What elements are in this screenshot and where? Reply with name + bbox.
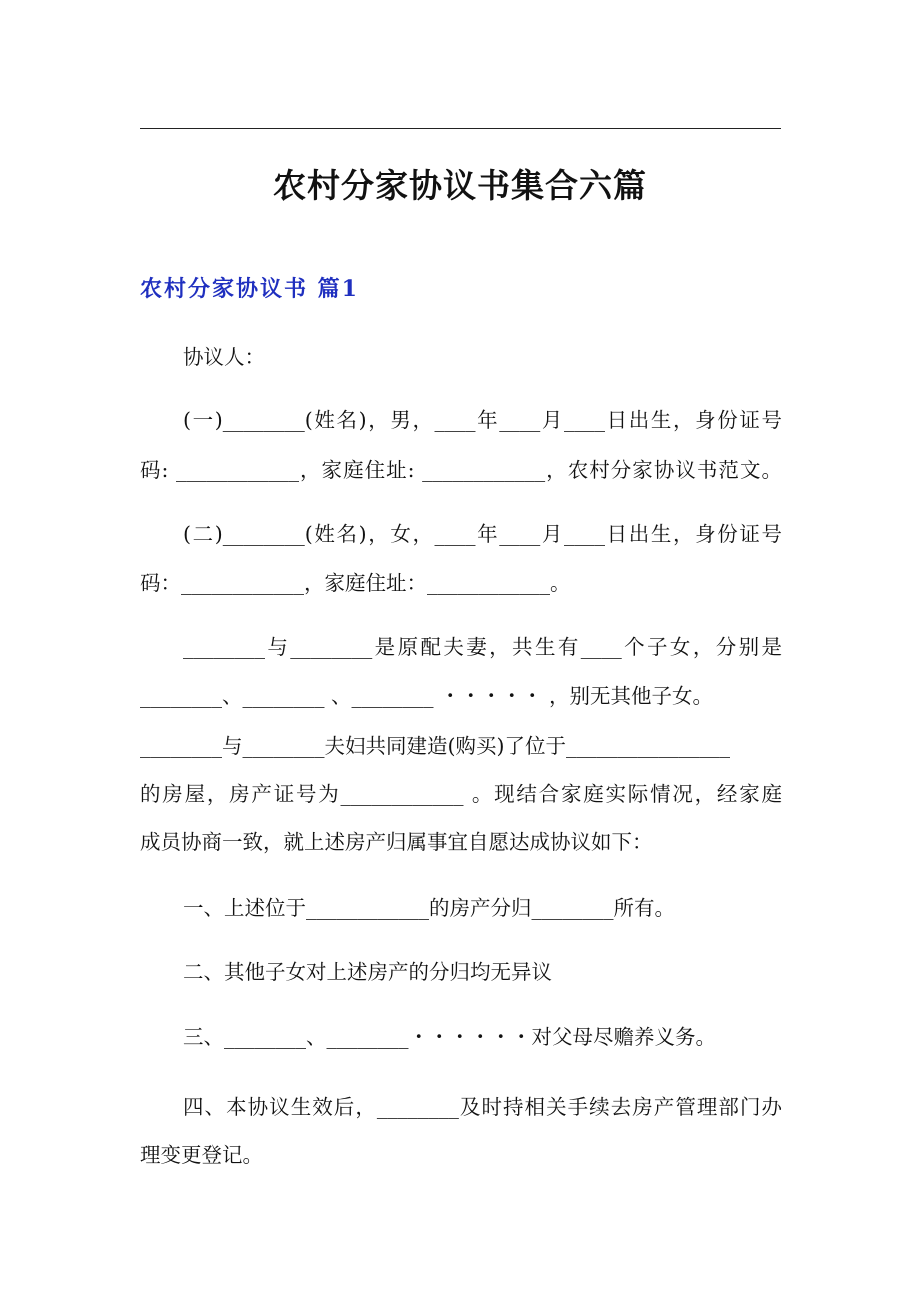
paragraph-line: 协议人：	[183, 345, 265, 369]
paragraph-line: ________与________是原配夫妻，共生有____个子女，分别是	[183, 635, 782, 659]
section-heading: 农村分家协议书 篇1	[140, 276, 359, 302]
paragraph-line: ________与________夫妇共同建造(购买)了位于________________	[140, 734, 730, 758]
paragraph-line: 一、上述位于____________的房产分归________所有。	[183, 896, 675, 920]
paragraph-line: 码：____________，家庭住址：____________。	[140, 571, 571, 595]
document-title: 农村分家协议书集合六篇	[273, 166, 647, 205]
paragraph-line: ________、________ 、________ ・・・・・ ，别无其他子女。	[140, 684, 714, 708]
paragraph-line: (二)________(姓名)，女，____年____月____日出生，身份证号	[183, 522, 782, 546]
paragraph-line: (一)________(姓名)，男，____年____月____日出生，身份证号	[183, 408, 782, 432]
paragraph-line: 成员协商一致，就上述房产归属事宜自愿达成协议如下：	[140, 830, 653, 854]
paragraph-line: 码: ____________，家庭住址: ____________，农村分家协议书范文。	[140, 458, 782, 482]
paragraph-line: 理变更登记。	[140, 1143, 263, 1167]
header-rule	[140, 128, 781, 129]
paragraph-line: 的房屋，房产证号为____________ 。现结合家庭实际情况，经家庭	[140, 782, 782, 806]
paragraph-line: 三、________、________・・・・・・对父母尽赡养义务。	[183, 1025, 716, 1049]
paragraph-line: 四、本协议生效后，________及时持相关手续去房产管理部门办	[183, 1095, 782, 1119]
paragraph-line: 二、其他子女对上述房产的分归均无异议	[183, 960, 552, 984]
